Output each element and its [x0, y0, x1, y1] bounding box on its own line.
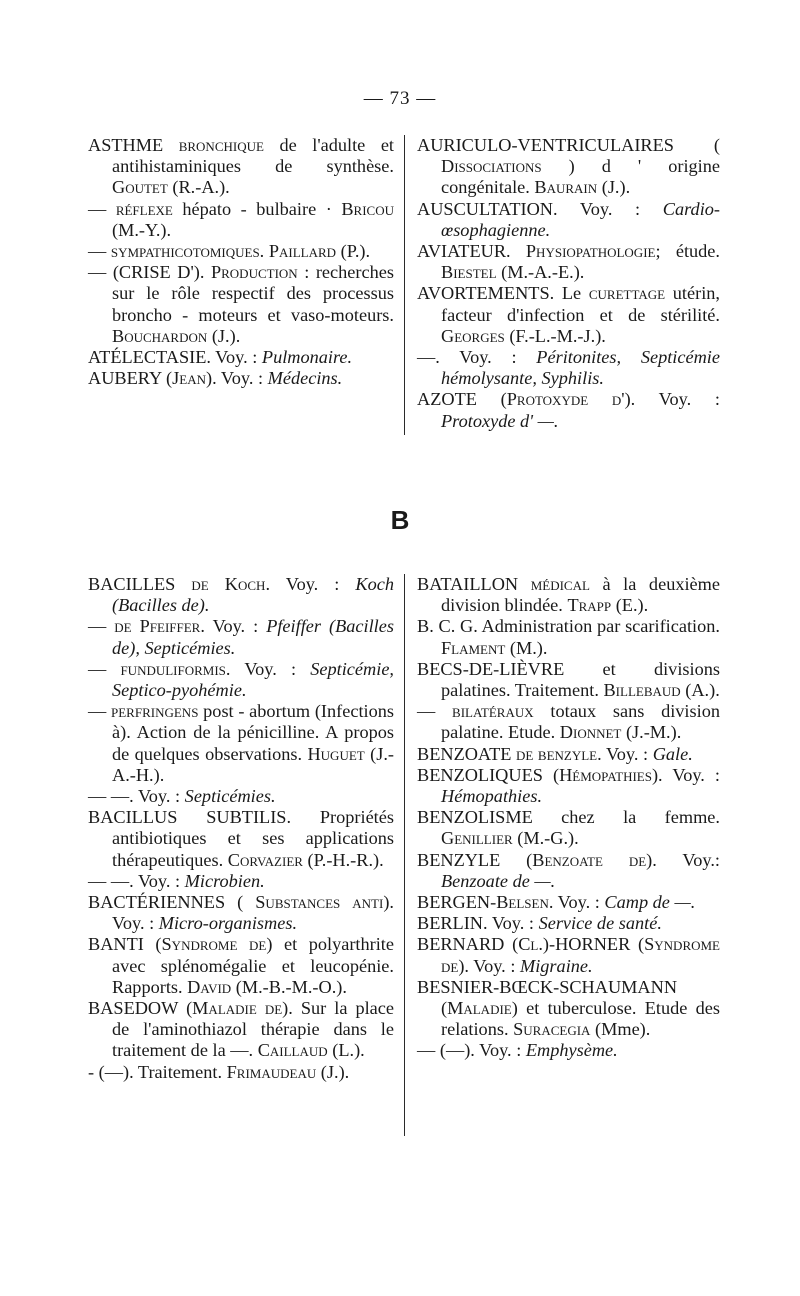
index-entry: - (—). Traitement. Frimaudeau (J.).: [88, 1061, 350, 1082]
index-entry: — —. Voy. : Microbien.: [88, 870, 265, 891]
small-caps-text: Goutet: [112, 177, 168, 198]
italic-reference: Protoxyde d' —.: [441, 410, 559, 431]
italic-reference: Service de santé.: [538, 913, 662, 934]
small-caps-text: Maladie de: [192, 998, 283, 1019]
index-entry: — (CRISE D'). Production : recherches sur le rôle respectif des processus broncho - moteurs et vaso-moteurs. Bouchardon (J.).: [88, 262, 394, 346]
index-entry: — funduliformis. Voy. : Septicémie, Septico-pyohémie.: [88, 658, 394, 701]
small-caps-text: Biestel: [441, 262, 497, 283]
italic-reference: Microbien.: [184, 870, 265, 891]
index-entry: — de Pfeiffer. Voy. : Pfeiffer (Bacilles de), Septicémies.: [88, 616, 394, 658]
small-caps-text: médical: [530, 574, 590, 594]
index-entry: AUBERY (Jean). Voy. : Médecins.: [88, 368, 343, 389]
index-entry: BASEDOW (Maladie de). Sur la place de l'aminothiazol thérapie dans le traitement de la —. Caillaud (L.).: [88, 998, 395, 1061]
right-column: [404, 574, 720, 1136]
small-caps-text: Huguet: [307, 743, 365, 764]
small-caps-text: Corvazier: [227, 849, 303, 870]
index-entry: — (—). Voy. : Emphysème.: [417, 1040, 618, 1061]
italic-reference: Migraine.: [519, 955, 593, 976]
small-caps-text: Protoxyde d': [506, 389, 625, 410]
small-caps-text: bronchique: [178, 135, 264, 155]
italic-reference: Camp de —.: [604, 892, 696, 913]
index-entry: — sympathicotomiques. Paillard (P.).: [88, 241, 371, 262]
small-caps-text: Syndrome de: [161, 934, 267, 955]
small-caps-text: Genillier: [441, 828, 513, 849]
left-column: [88, 135, 404, 435]
index-entry: BECS-DE-LIÈVRE et divisions palatines. Traitement. Billebaud (A.).: [417, 658, 720, 701]
small-caps-text: Syndrome de: [441, 934, 721, 976]
index-entry: BENZOLISME chez la femme. Genillier (M.-G.).: [417, 807, 720, 849]
left-column: [88, 574, 404, 1136]
index-entry: — réflexe hépato - bulbaire · Bricou (M.-Y.).: [88, 198, 394, 240]
index-entry: AVIATEUR. Physiopathologie; étude. Biestel (M.-A.-E.).: [417, 241, 720, 283]
index-entry: BESNIER-BŒCK-SCHAUMANN (Maladie) et tuberculose. Etude des relations. Suracegia (Mme).: [417, 976, 720, 1040]
index-entry: BENZOLIQUES (Hémopathies). Voy. : Hémopathies.: [417, 764, 720, 807]
index-entry: — —. Voy. : Septicémies.: [88, 786, 276, 807]
small-caps-text: Dissociations: [441, 156, 542, 177]
italic-reference: Médecins.: [267, 368, 343, 389]
index-entry: BERGEN-Belsen. Voy. : Camp de —.: [417, 892, 696, 913]
index-entry: BACILLUS SUBTILIS. Propriétés antibiotiques et ses applications thérapeutiques. Corvazier (P.-H.-R.).: [88, 807, 394, 870]
index-entry: BENZOATE de benzyle. Voy. : Gale.: [417, 743, 693, 764]
index-entry: BATAILLON médical à la deuxième division blindée. Trapp (E.).: [417, 574, 720, 616]
small-caps-text: Hémopathies: [559, 764, 652, 785]
italic-reference: Septicémies.: [184, 786, 276, 807]
index-entry: — perfringens post - abortum (Infections à). Action de la pénicilline. A propos de quelques observations. Huguet (J.-A.-H.).: [88, 701, 395, 785]
small-caps-text: funduliformis: [120, 658, 226, 679]
right-column: [404, 135, 720, 435]
index-entry: AZOTE (Protoxyde d'). Voy. : Protoxyde d' —.: [417, 389, 720, 431]
small-caps-text: curettage: [588, 283, 666, 304]
italic-reference: Hémopathies.: [441, 786, 543, 807]
index-entry: BERLIN. Voy. : Service de santé.: [417, 913, 662, 934]
small-caps-text: Paillard: [268, 241, 337, 262]
small-caps-text: Trapp: [567, 595, 612, 616]
small-caps-text: perfringens: [111, 701, 199, 722]
italic-reference: Cardio-œsophagienne.: [441, 198, 720, 240]
index-entry: B. C. G. Administration par scarification. Flament (M.).: [417, 616, 720, 658]
italic-reference: Koch (Bacilles de).: [112, 574, 394, 616]
small-caps-text: Substances anti: [255, 892, 384, 913]
index-entry: BERNARD (Cl.)-HORNER (Syndrome de). Voy. : Migraine.: [417, 934, 721, 976]
italic-reference: Pfeiffer (Bacilles de), Septicémies.: [112, 616, 394, 658]
index-section-a: [88, 135, 720, 435]
small-caps-text: Maladie: [447, 998, 512, 1019]
letter-heading: B: [390, 505, 410, 535]
small-caps-text: Production: [210, 262, 298, 283]
small-caps-text: Billebaud: [603, 680, 681, 701]
small-caps-text: Bouchardon: [112, 325, 208, 346]
index-entry: — bilatéraux totaux sans division palatine. Etude. Dionnet (J.-M.).: [417, 701, 720, 743]
italic-reference: Septicémie, Septico-pyohémie.: [112, 658, 394, 701]
small-caps-text: bilatéraux: [452, 701, 534, 722]
italic-reference: Micro-organismes.: [158, 913, 298, 934]
index-section-b: [88, 574, 720, 1136]
small-caps-text: Benzoate de: [532, 849, 647, 870]
small-caps-text: Belsen: [496, 892, 549, 913]
small-caps-text: Caillaud: [257, 1040, 328, 1061]
index-entry: AVORTEMENTS. Le curettage utérin, facteur d'infection et de stérilité. Georges (F.-L.-M.-J.).: [417, 283, 720, 346]
index-entry: ASTHME bronchique de l'adulte et antihistaminiques de synthèse. Goutet (R.-A.).: [88, 135, 395, 198]
italic-reference: Gale.: [652, 743, 693, 764]
index-entry: BANTI (Syndrome de) et polyarthrite avec splénomégalie et leucopénie. Rapports. David (M.-B.-M.-O.).: [88, 934, 395, 997]
small-caps-text: réflexe: [115, 198, 173, 219]
index-entry: BACILLES de Koch. Voy. : Koch (Bacilles de).: [88, 574, 394, 616]
small-caps-text: Suracegia: [513, 1019, 591, 1040]
small-caps-text: Dionnet: [559, 722, 622, 743]
page-number: — 73 —: [363, 88, 437, 109]
italic-reference: Pulmonaire.: [261, 347, 353, 368]
small-caps-text: Bricou: [341, 198, 394, 219]
small-caps-text: de benzyle: [516, 743, 598, 764]
small-caps-text: Flament: [441, 637, 506, 658]
index-entry: —. Voy. : Péritonites, Septicémie hémolysante, Syphilis.: [417, 347, 720, 389]
index-entry: AURICULO-VENTRICULAIRES ( Dissociations ) d ' origine congénitale. Baurain (J.).: [417, 135, 720, 198]
small-caps-text: de Pfeiffer: [114, 616, 201, 637]
index-entry: ATÉLECTASIE. Voy. : Pulmonaire.: [88, 347, 353, 368]
index-entry: BENZYLE (Benzoate de). Voy.: Benzoate de —.: [417, 849, 720, 891]
small-caps-text: David: [187, 976, 232, 997]
small-caps-text: Cl.: [518, 934, 543, 955]
italic-reference: Emphysème.: [525, 1040, 618, 1061]
small-caps-text: de: [191, 574, 209, 594]
small-caps-text: Baurain: [534, 177, 598, 198]
small-caps-text: Georges: [441, 325, 505, 346]
small-caps-text: sympathicotomiques: [110, 241, 260, 262]
index-entry: AUSCULTATION. Voy. : Cardio-œsophagienne.: [417, 198, 720, 240]
small-caps-text: Frimaudeau: [226, 1061, 317, 1082]
index-entry: BACTÉRIENNES ( Substances anti). Voy. : Micro-organismes.: [88, 892, 394, 934]
small-caps-text: Jean: [172, 368, 206, 389]
small-caps-text: Physiopathologie: [525, 241, 656, 262]
italic-reference: Péritonites, Septicémie hémolysante, Syphilis.: [441, 347, 720, 389]
small-caps-text: Koch: [224, 574, 266, 594]
italic-reference: Benzoate de —.: [441, 870, 556, 891]
